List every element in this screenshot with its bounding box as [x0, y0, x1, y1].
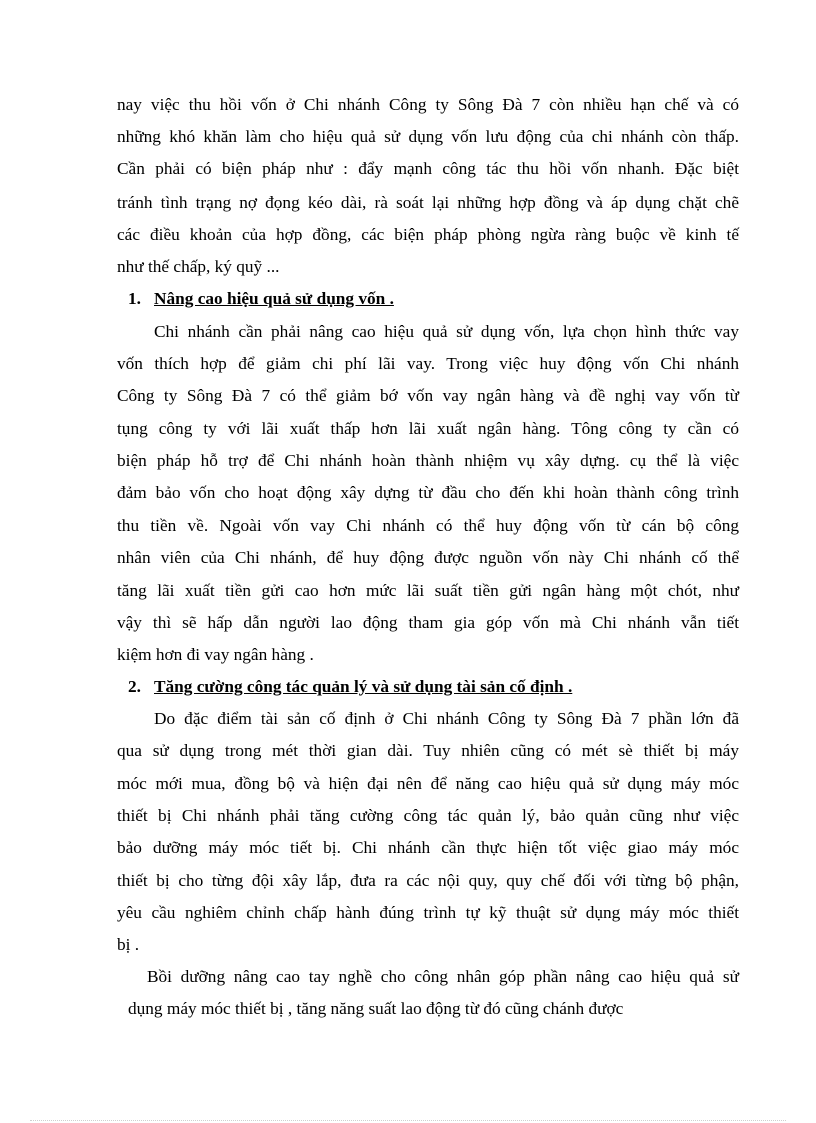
- section-1-line: vốn thích hợp để giảm chi phí lãi vay. Trong việc huy động vốn Chi nhánh: [117, 354, 739, 373]
- page-bottom-divider: [30, 1120, 786, 1121]
- section-heading-2: [128, 677, 572, 697]
- paragraph-line: các điều khoản của hợp đồng, các biện pháp phòng ngừa ràng buộc về kinh tế: [117, 225, 739, 244]
- paragraph-line: Cần phải có biện pháp như : đẩy mạnh công tác thu hồi vốn nhanh. Đặc biệt: [117, 159, 739, 178]
- section-number: 1.: [128, 289, 141, 308]
- paragraph-line: Bồi dưỡng nâng cao tay nghề cho công nhân góp phần nâng cao hiệu quả sử: [147, 967, 739, 986]
- section-2-line: bị .: [117, 935, 140, 954]
- section-2-line: thiết bị cho từng đội xây lắp, đưa ra các nội quy, quy chế đối với từng bộ phận,: [117, 871, 739, 890]
- section-2-line: móc mới mua, đồng bộ và hiện đại nên để năng cao hiệu quả sử dụng máy móc: [117, 774, 739, 793]
- section-2-line: yêu cầu nghiêm chỉnh chấp hành đúng trình tự kỹ thuật sử dụng máy móc thiết: [117, 903, 739, 922]
- section-1-line: đảm bảo vốn cho hoạt động xây dựng từ đầu cho đến khi hoàn thành công trình: [117, 483, 739, 502]
- section-1-line: tụng công ty với lãi xuất thấp hơn lãi xuất ngân hàng. Tông công ty cần có: [117, 419, 739, 438]
- section-title: Nâng cao hiệu quả sử dụng vốn .: [154, 289, 394, 308]
- section-1-line: Chi nhánh cần phải nâng cao hiệu quả sử dụng vốn, lựa chọn hình thức vay: [154, 322, 739, 341]
- section-1-line: vậy thì sẽ hấp dẫn người lao động tham gia góp vốn mà Chi nhánh vẫn tiết: [117, 613, 739, 632]
- section-1-line: biện pháp hỗ trợ để Chi nhánh hoàn thành nhiệm vụ xây dựng. cụ thể là việc: [117, 451, 739, 470]
- section-1-line: Công ty Sông Đà 7 có thể giảm bớ vốn vay ngân hàng và đề nghị vay vốn từ: [117, 386, 739, 405]
- section-2-line: qua sử dụng trong mét thời gian dài. Tuy nhiên cũng có mét sè thiết bị máy: [117, 741, 739, 760]
- section-2-line: Do đặc điểm tài sản cố định ở Chi nhánh Công ty Sông Đà 7 phần lớn đã: [154, 709, 739, 728]
- section-2-line: thiết bị Chi nhánh phải tăng cường công tác quản lý, bảo quản cũng như việc: [117, 806, 739, 825]
- paragraph-line: nay việc thu hồi vốn ở Chi nhánh Công ty Sông Đà 7 còn nhiều hạn chế và có: [117, 95, 739, 114]
- section-1-line: tăng lãi xuất tiền gửi cao hơn mức lãi suất tiền gửi ngân hàng một chót, như: [117, 581, 739, 600]
- section-1-line: thu tiền về. Ngoài vốn vay Chi nhánh có thể huy động vốn từ cán bộ công: [117, 516, 739, 535]
- paragraph-line: tránh tình trạng nợ đọng kéo dài, rà soát lại những hợp đồng và áp dụng chặt chẽ: [117, 193, 739, 212]
- section-1-line: nhân viên của Chi nhánh, để huy động được nguồn vốn này Chi nhánh cố thể: [117, 548, 739, 567]
- paragraph-line: những khó khăn làm cho hiệu quả sử dụng vốn lưu động của chi nhánh còn thấp.: [117, 127, 739, 146]
- section-heading-1: [128, 289, 394, 309]
- section-2-line: bảo dưỡng máy móc tiết bị. Chi nhánh cần thực hiện tốt việc giao máy móc: [117, 838, 739, 857]
- paragraph-line: dụng máy móc thiết bị , tăng năng suất lao động từ đó cũng chánh được: [128, 999, 624, 1018]
- paragraph-line: như thế chấp, ký quỹ ...: [117, 257, 280, 276]
- section-1-line: kiệm hơn đi vay ngân hàng .: [117, 645, 314, 664]
- section-title: Tăng cường công tác quản lý và sử dụng tài sản cố định .: [154, 677, 573, 696]
- section-number: 2.: [128, 677, 141, 696]
